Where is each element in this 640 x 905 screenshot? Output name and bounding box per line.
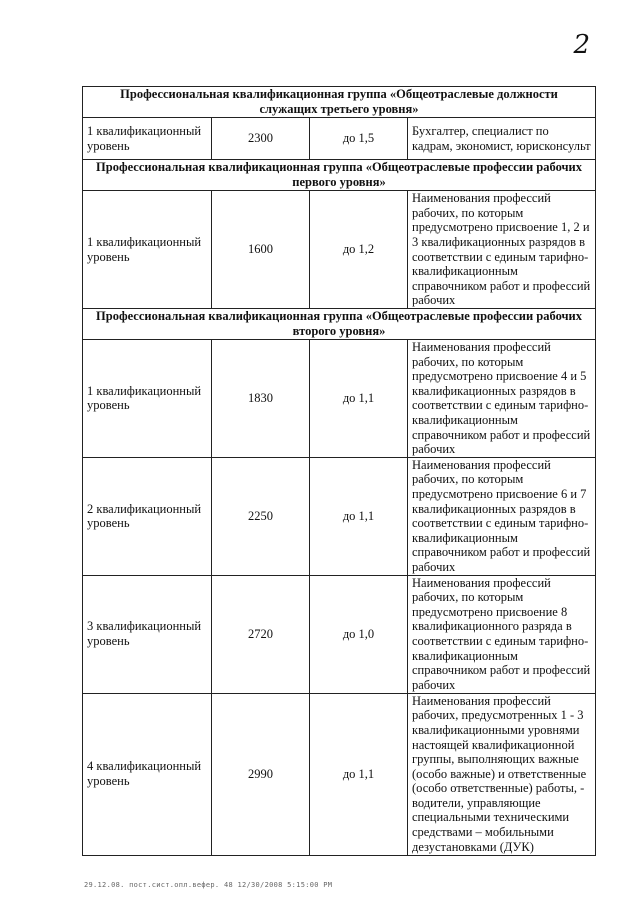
qualification-level: 1 квалификационный уровень [83,191,212,309]
salary-cell: 2300 [212,118,310,160]
profession-description: Наименования профессий рабочих, по которым предусмотрено присвоение 6 и 7 квалификационных разрядов в соответствии с единым тарифно-квалификационным справочником работ и профессий рабочих [408,457,596,575]
qualification-level: 1 квалификационный уровень [83,118,212,160]
qualification-level: 4 квалификационный уровень [83,693,212,855]
table-row [83,191,596,309]
salary-cell: 2250 [212,457,310,575]
salary-cell: 1600 [212,191,310,309]
qualification-table [82,86,596,856]
qualification-level: 2 квалификационный уровень [83,457,212,575]
coefficient-cell: до 1,1 [310,340,408,458]
coefficient-cell: до 1,1 [310,457,408,575]
group-header-row [83,160,596,191]
table-row [83,457,596,575]
group-title: Профессиональная квалификационная группа «Общеотраслевые профессии рабочих второго уровня» [83,309,596,340]
group-header-row [83,87,596,118]
page-number: 2 [573,30,590,60]
coefficient-cell: до 1,0 [310,575,408,693]
qualification-level: 3 квалификационный уровень [83,575,212,693]
group-header-row [83,309,596,340]
footer-stamp: 29.12.08. пост.сист.опл.вефер. 48 12/30/2008 5:15:00 PM [84,881,333,889]
table-row [83,575,596,693]
salary-cell: 2720 [212,575,310,693]
coefficient-cell: до 1,2 [310,191,408,309]
coefficient-cell: до 1,5 [310,118,408,160]
profession-description: Бухгалтер, специалист по кадрам, экономист, юрисконсульт [408,118,596,160]
table-row [83,118,596,160]
profession-description: Наименования профессий рабочих, предусмотренных 1 - 3 квалификационными уровнями настоящей квалификационной группы, выполняющих важные (особо важные) и ответственные (особо ответственные) работы, - водители, управляющие специальными техническими средствами – мобильными дезустановками (ДУК) [408,693,596,855]
group-title: Профессиональная квалификационная группа «Общеотраслевые должности служащих третьего уровня» [83,87,596,118]
salary-cell: 2990 [212,693,310,855]
profession-description: Наименования профессий рабочих, по которым предусмотрено присвоение 1, 2 и 3 квалификационных разрядов в соответствии с единым тарифно-квалификационным справочником работ и профессий рабочих [408,191,596,309]
profession-description: Наименования профессий рабочих, по которым предусмотрено присвоение 8 квалификационного разряда в соответствии с единым тарифно-квалификационным справочником работ и профессий рабочих [408,575,596,693]
group-title: Профессиональная квалификационная группа «Общеотраслевые профессии рабочих первого уровня» [83,160,596,191]
coefficient-cell: до 1,1 [310,693,408,855]
table-row [83,693,596,855]
qualification-level: 1 квалификационный уровень [83,340,212,458]
salary-cell: 1830 [212,340,310,458]
table-row [83,340,596,458]
profession-description: Наименования профессий рабочих, по которым предусмотрено присвоение 4 и 5 квалификационных разрядов в соответствии с единым тарифно-квалификационным справочником работ и профессий рабочих [408,340,596,458]
